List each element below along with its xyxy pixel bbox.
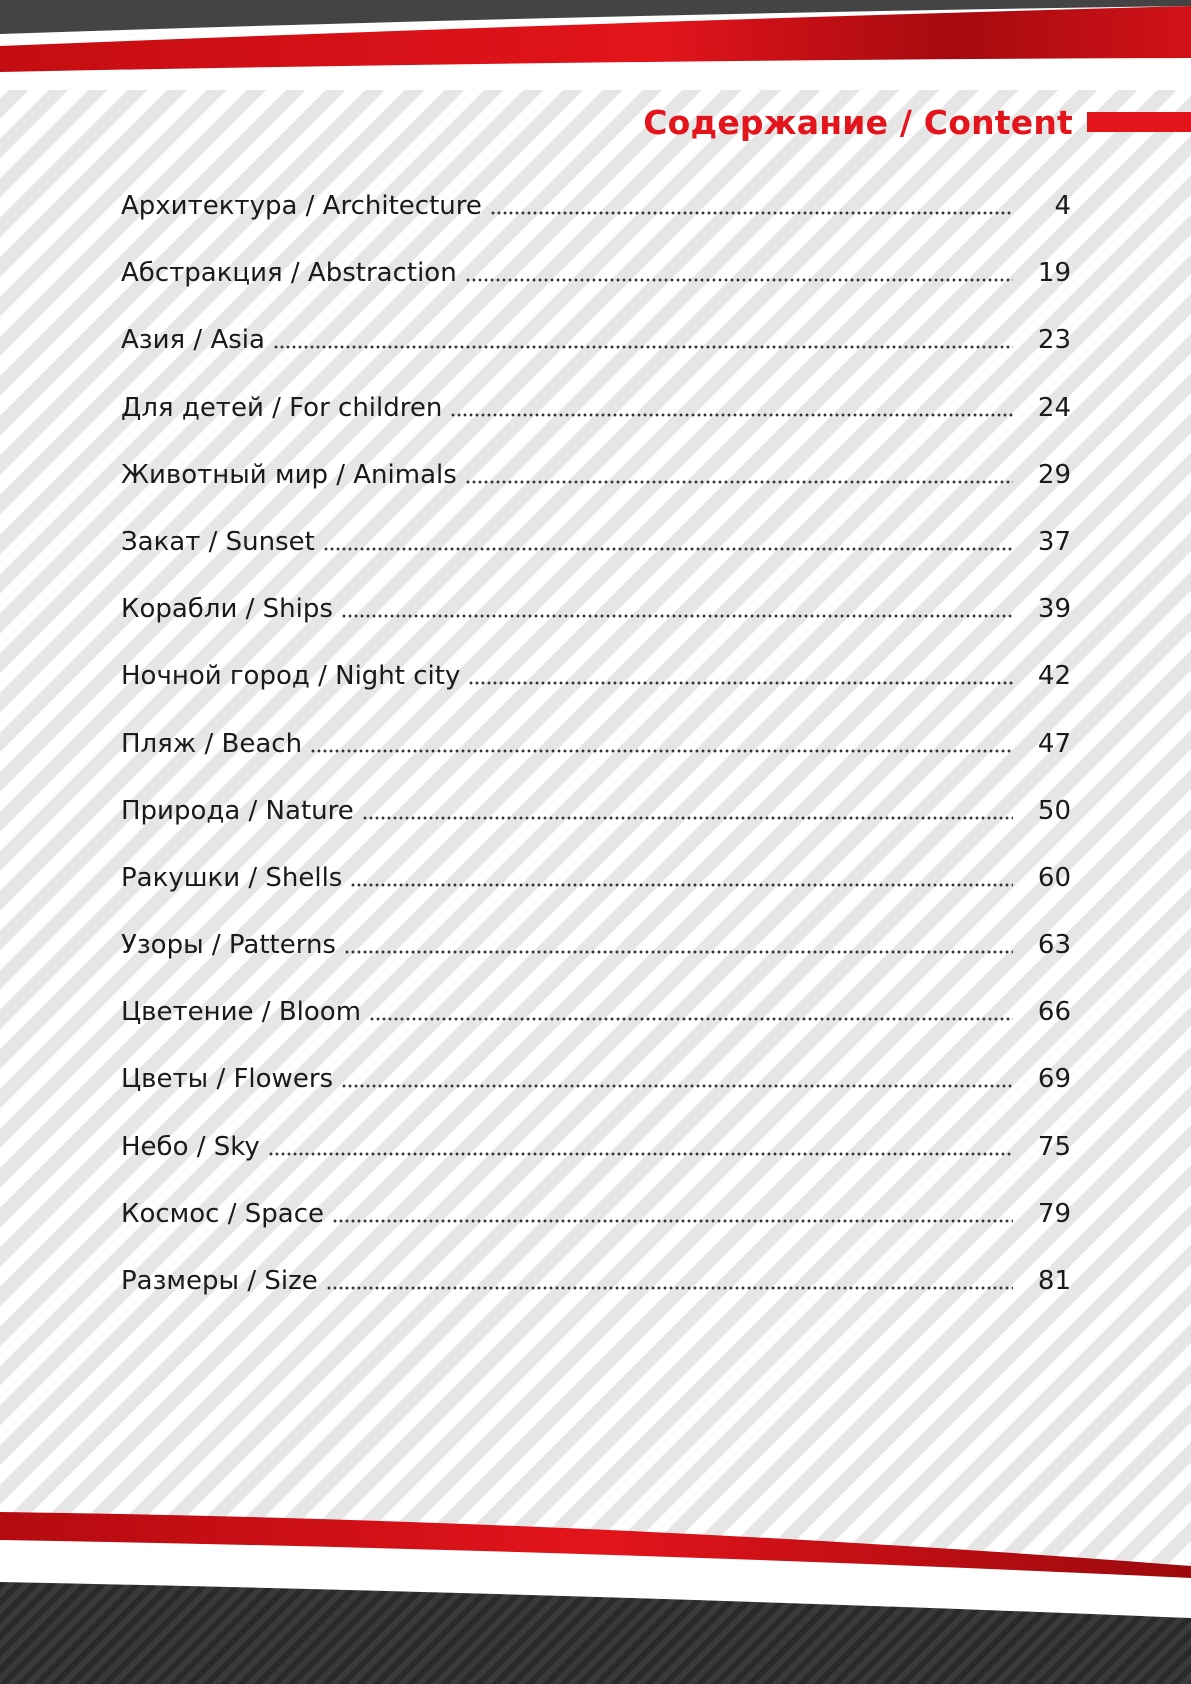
toc-entry[interactable] [121,591,1071,658]
toc-dot-leader [362,814,1013,822]
toc-dot-leader [323,545,1013,553]
toc-entry-page-number: 63 [1037,930,1071,961]
toc-entry-label: Корабли / Ships [121,594,333,625]
toc-entry-label: Космос / Space [121,1198,324,1229]
toc-entry[interactable] [121,1263,1071,1330]
toc-entry[interactable] [121,524,1071,591]
toc-entry-label: Ракушки / Shells [121,862,343,893]
toc-entry[interactable] [121,322,1071,389]
toc-dot-leader [332,1217,1013,1225]
toc-entry[interactable] [121,927,1071,994]
toc-entry-label: Архитектура / Architecture [121,191,482,221]
toc-entry-label: Цветение / Bloom [121,997,362,1028]
toc-dot-leader [344,948,1013,956]
toc-entry[interactable] [121,255,1071,322]
toc-entry-page-number: 39 [1037,594,1071,625]
toc-entry-page-number: 81 [1037,1266,1071,1296]
toc-entry[interactable] [121,1196,1071,1263]
toc-entry-page-number: 42 [1037,661,1071,692]
toc-entry[interactable] [121,994,1071,1061]
toc-entry-label: Азия / Asia [121,325,265,356]
toc-entry[interactable] [121,658,1071,725]
toc-entry[interactable] [121,793,1071,860]
toc-entry-label: Небо / Sky [121,1131,260,1162]
toc-dot-leader [465,276,1013,284]
toc-entry-page-number: 66 [1037,997,1071,1028]
toc-entry-label: Животный мир / Animals [121,459,457,490]
toc-dot-leader [350,881,1013,889]
toc-dot-leader [326,1284,1013,1292]
bottom-banner-decoration [0,1454,1191,1684]
toc-entry-label: Размеры / Size [121,1266,318,1296]
toc-dot-leader [273,343,1013,351]
toc-entry-page-number: 24 [1037,392,1071,423]
top-red-stripe [0,6,1191,72]
toc-dot-leader [341,612,1013,620]
bottom-red-stripe [0,1512,1191,1578]
toc-entry[interactable] [121,188,1071,255]
toc-entry[interactable] [121,390,1071,457]
toc-entry-label: Абстракция / Abstraction [121,258,457,289]
toc-entry-page-number: 29 [1037,459,1071,490]
toc-entry-page-number: 47 [1037,728,1071,759]
toc-entry[interactable] [121,1129,1071,1196]
top-banner-decoration [0,0,1191,90]
toc-entry-label: Узоры / Patterns [121,930,336,961]
toc-entry-label: Для детей / For children [121,392,443,423]
toc-entry-label: Закат / Sunset [121,526,315,557]
toc-entry-label: Пляж / Beach [121,728,303,759]
toc-entry-page-number: 23 [1037,325,1071,356]
toc-entry-page-number: 69 [1037,1064,1071,1095]
toc-dot-leader [465,478,1013,486]
toc-dot-leader [268,1150,1013,1158]
toc-entry-label: Цветы / Flowers [121,1064,334,1095]
toc-dot-leader [450,411,1013,419]
toc-entry-page-number: 37 [1037,526,1071,557]
toc-entry-label: Природа / Nature [121,795,354,826]
page-title: Содержание / Content [643,102,1073,142]
toc-dot-leader [490,209,1013,217]
toc-entry[interactable] [121,1061,1071,1128]
toc-dot-leader [310,747,1013,755]
toc-dot-leader [341,1082,1013,1090]
toc-entry-label: Ночной город / Night city [121,661,461,692]
bottom-carbon-stripe [0,1582,1191,1684]
toc-dot-leader [468,679,1013,687]
toc-entry-page-number: 79 [1037,1198,1071,1229]
top-dark-stripe [0,0,1191,34]
bottom-white-band [0,1516,1191,1684]
toc-entry-page-number: 60 [1037,862,1071,893]
toc-dot-leader [369,1015,1013,1023]
toc-entry-page-number: 4 [1054,191,1071,221]
toc-entry-page-number: 19 [1037,258,1071,289]
toc-entry[interactable] [121,860,1071,927]
heading-accent-bar [1087,112,1191,132]
content-heading [643,100,1191,144]
toc-entry[interactable] [121,457,1071,524]
table-of-contents [121,188,1071,1330]
toc-entry-page-number: 75 [1037,1131,1071,1162]
toc-entry[interactable] [121,726,1071,793]
toc-entry-page-number: 50 [1037,795,1071,826]
